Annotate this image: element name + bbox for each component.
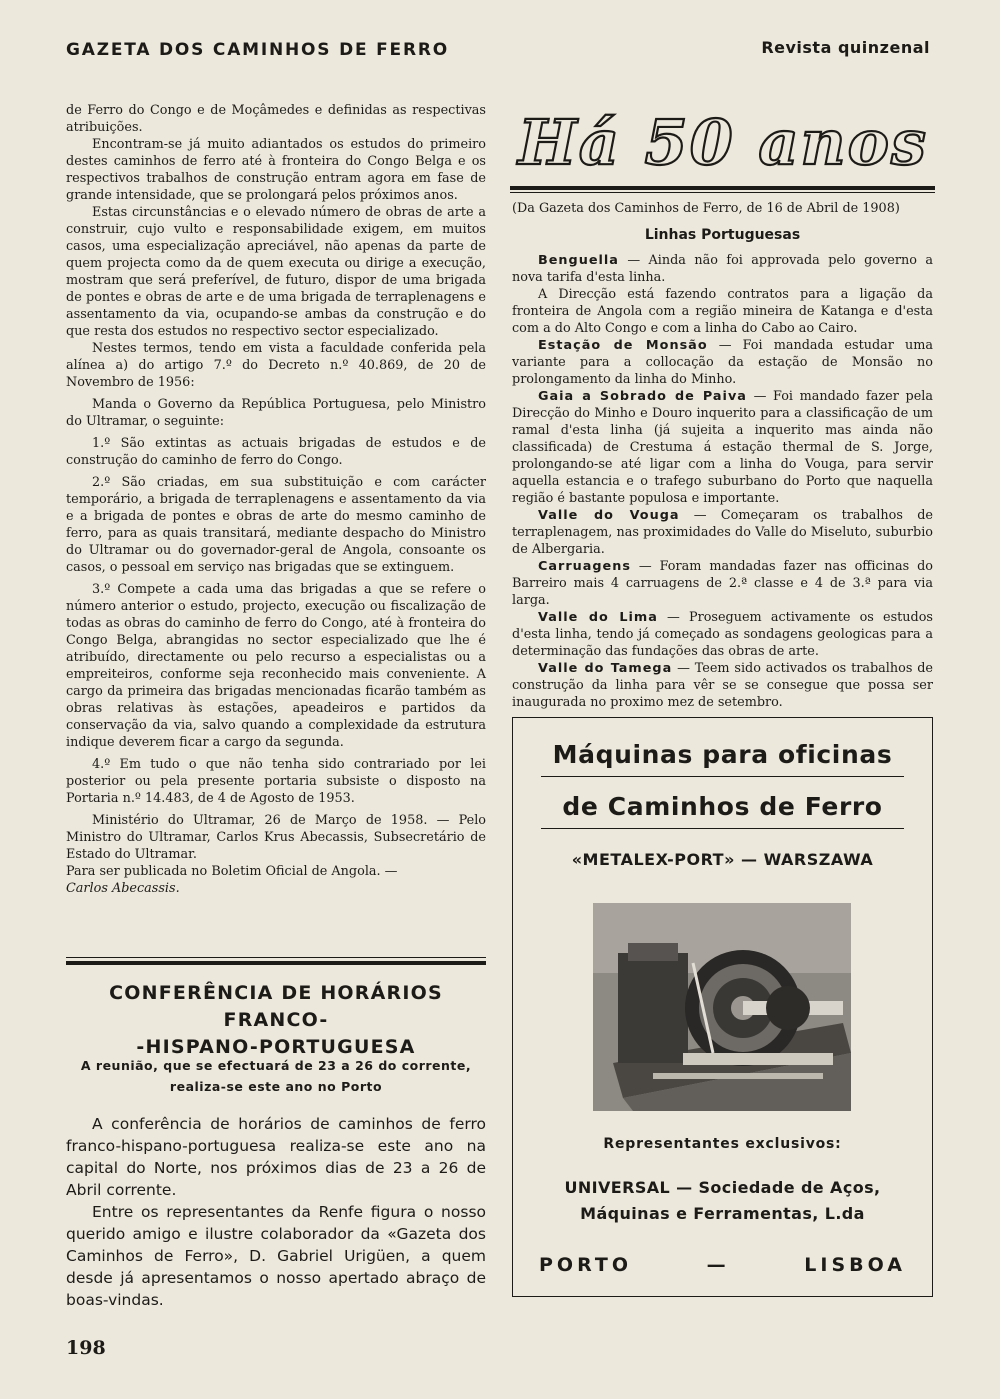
- news-item: [512, 286, 933, 337]
- ad-city-porto: PORTO: [539, 1254, 632, 1276]
- paragraph: Manda o Governo da República Portuguesa, pelo Ministro do Ultramar, o seguinte:: [66, 397, 486, 429]
- ad-divider: [541, 776, 904, 777]
- paragraph: 3.º Compete a cada uma das brigadas a que se refere o número anterior o estudo, projecto, execução ou fiscalização de todas as obras do caminho de ferro do Congo, até à fronteira do Congo Belga, abrangidas no sector especializado que lhe é atribuído, directamente ou pelo recurso a especialistas ou a empreiteiros, conforme seja reconhecido mais conveniente. A cargo da primeira das brigadas mencionadas ficarão também as obras relativas às estações, apeadeiros e partidos da conservação da via, salvo quando a complexidade da estrutura indique deverem ficar a cargo da segunda.: [66, 582, 486, 750]
- item-heading: Estação de Monsão: [538, 338, 708, 353]
- ad-divider: [541, 828, 904, 829]
- publication-title: GAZETA DOS CAMINHOS DE FERRO: [66, 40, 449, 60]
- conference-subheadline: [66, 1055, 486, 1097]
- item-heading: Benguella: [538, 253, 619, 268]
- ad-representatives-label: Representantes exclusivos:: [603, 1136, 842, 1152]
- item-text: — Teem sido activados os trabalhos de construção da linha para vêr se se consegue que possa ser inaugurada no proximo mez de setembro.: [512, 661, 933, 710]
- paragraph: Estas circunstâncias e o elevado número de obras de arte a construir, cujo vulto e responsabilidade exigem, em muitos casos, uma especialização apreciável, não apenas da parte de quem projecta como da de quem executa ou dirige a execução, mostram que será preferível, de futuro, dispor de uma brigada de pontes e obras de arte e de uma brigada de terraplenagens e assentamento da via, ocupando-se ambas da construção e do que resta dos estudos no respectivo sector especializado.: [66, 205, 486, 339]
- lathe-machine-photo: [593, 903, 851, 1111]
- signature-line: Para ser publicada no Boletim Oficial de Angola. —: [66, 864, 398, 879]
- item-text: — Foi mandada estudar uma variante para a collocação da estação de Monsão no prolongamento da linha do Minho.: [512, 338, 933, 387]
- section-heading: Linhas Portuguesas: [644, 227, 801, 243]
- item-text: — Ainda não foi approvada pelo governo a nova tarifa d'esta linha.: [512, 253, 933, 285]
- heading-divider: [510, 186, 935, 193]
- ad-contact-line: Máquinas e Ferramentas, L.da: [580, 1204, 865, 1223]
- paragraph: 1.º São extintas as actuais brigadas de estudos e de construção do caminho de ferro do Congo.: [66, 436, 486, 468]
- ad-title-line: Máquinas para oficinas: [552, 740, 893, 769]
- paragraph: Encontram-se já muito adiantados os estudos do primeiro destes caminhos de ferro até à fronteira do Congo Belga e os respectivos trabalhos de construção entram agora em fase de grande intensidade, que se prolongará pelos próximos anos.: [66, 137, 486, 203]
- item-heading: Gaia a Sobrado de Paiva: [538, 389, 747, 404]
- item-heading: Valle do Tamega: [538, 661, 673, 676]
- news-item: [512, 507, 933, 558]
- conference-body: [66, 1113, 486, 1311]
- ad-contact-line: UNIVERSAL — Sociedade de Aços,: [564, 1178, 881, 1197]
- item-heading: Carruagens: [538, 559, 631, 574]
- item-text: — Foram mandadas fazer nas officinas do Barreiro mais 4 carruagens de 2.ª classe e 4 de 3.ª para via larga.: [512, 559, 933, 608]
- left-column-article: [66, 102, 486, 897]
- news-item: [512, 388, 933, 507]
- item-text: — Foi mandado fazer pela Direcção do Minho e Douro inquerito para a classificação de um ramal d'esta linha (já sujeita a inquerito mas ainda não classificada) de Crestuma á estação thermal de S. Jorge, prolongando-se até ligar com a linha do Vouga, para servir aquella estancia e o trafego suburbano do Porto que naquella região é bastante populosa e importante.: [512, 389, 933, 506]
- ad-city-lisboa: LISBOA: [804, 1254, 906, 1276]
- news-item: [512, 660, 933, 711]
- news-item: [512, 337, 933, 388]
- item-text: — Começaram os trabalhos de terraplenagem, nas proximidades do Valle do Miseluto, suburbio de Albergaria.: [512, 508, 934, 557]
- publication-frequency: Revista quinzenal: [761, 38, 930, 57]
- headline-line: -HISPANO-PORTUGUESA: [136, 1036, 416, 1058]
- item-text: A Direcção está fazendo contratos para a ligação da fronteira de Angola com a região mineira de Katanga e d'esta com a do Alto Congo e com a linha do Cabo ao Cairo.: [512, 287, 933, 336]
- ha-50-anos-heading: [508, 96, 938, 186]
- paragraph: 4.º Em tudo o que não tenha sido contrariado por lei posterior ou pela presente portaria subsiste o disposto na Portaria n.º 14.483, de 4 de Agosto de 1953.: [66, 757, 486, 806]
- conference-headline: [60, 980, 492, 1061]
- paragraph: 2.º São criadas, em sua substituição e com carácter temporário, a brigada de terraplenagens e assentamento da via e a brigada de pontes e obras de arte do mesmo caminho de ferro, para as quais transitará, mediante despacho do Ministro do Ultramar ou do governador-geral de Angola, consoante os casos, o pessoal em serviço nas brigadas que se extinguem.: [66, 475, 486, 575]
- news-item: [512, 252, 933, 286]
- ad-city-separator: —: [706, 1254, 730, 1276]
- paragraph: A conferência de horários de caminhos de ferro franco-hispano-portuguesa realiza-se este ano na capital do Norte, nos próximos dias de 23 a 26 de Abril corrente.: [66, 1115, 486, 1199]
- subheadline-line: realiza-se este ano no Porto: [169, 1079, 383, 1094]
- advertisement-box: [512, 717, 933, 1297]
- right-column-history: [512, 200, 933, 711]
- paragraph: Nestes termos, tendo em vista a faculdade conferida pela alínea a) do artigo 7.º do Decreto n.º 40.869, de 20 de Novembro de 1956:: [66, 341, 486, 390]
- item-heading: Valle do Lima: [538, 610, 658, 625]
- subheadline-line: A reunião, que se efectuará de 23 a 26 do corrente,: [80, 1058, 472, 1073]
- headline-line: CONFERÊNCIA DE HORÁRIOS FRANCO-: [109, 982, 443, 1031]
- ad-company: «METALEX-PORT» — WARSZAWA: [571, 850, 874, 869]
- page-number: 198: [66, 1337, 106, 1359]
- item-heading: Valle do Vouga: [538, 508, 680, 523]
- ad-cities: [539, 1254, 906, 1276]
- paragraph: Ministério do Ultramar, 26 de Março de 1958. — Pelo Ministro do Ultramar, Carlos Krus Abecassis, Subsecretário de Estado do Ultramar.: [66, 813, 486, 862]
- news-item: [512, 558, 933, 609]
- ha-50-anos-title: Há 50 anos: [518, 106, 928, 179]
- paragraph: de Ferro do Congo e de Moçâmedes e definidas as respectivas atribuições.: [66, 103, 486, 135]
- source-note: (Da Gazeta dos Caminhos de Ferro, de 16 de Abril de 1908): [512, 201, 900, 216]
- paragraph: Entre os representantes da Renfe figura o nosso querido amigo e ilustre colaborador da «Gazeta dos Caminhos de Ferro», D. Gabriel Urigüen, a quem desde já apresentamos o nosso apertado abraço de boas-vindas.: [66, 1203, 486, 1309]
- item-text: — Proseguem activamente os estudos d'esta linha, tendo já começado as sondagens geologicas para a determinação das fundações das obras de arte.: [512, 610, 933, 659]
- news-item: [512, 609, 933, 660]
- section-divider: [66, 957, 486, 965]
- ad-title-line: de Caminhos de Ferro: [562, 792, 883, 821]
- signature-name: Carlos Abecassis.: [66, 881, 180, 896]
